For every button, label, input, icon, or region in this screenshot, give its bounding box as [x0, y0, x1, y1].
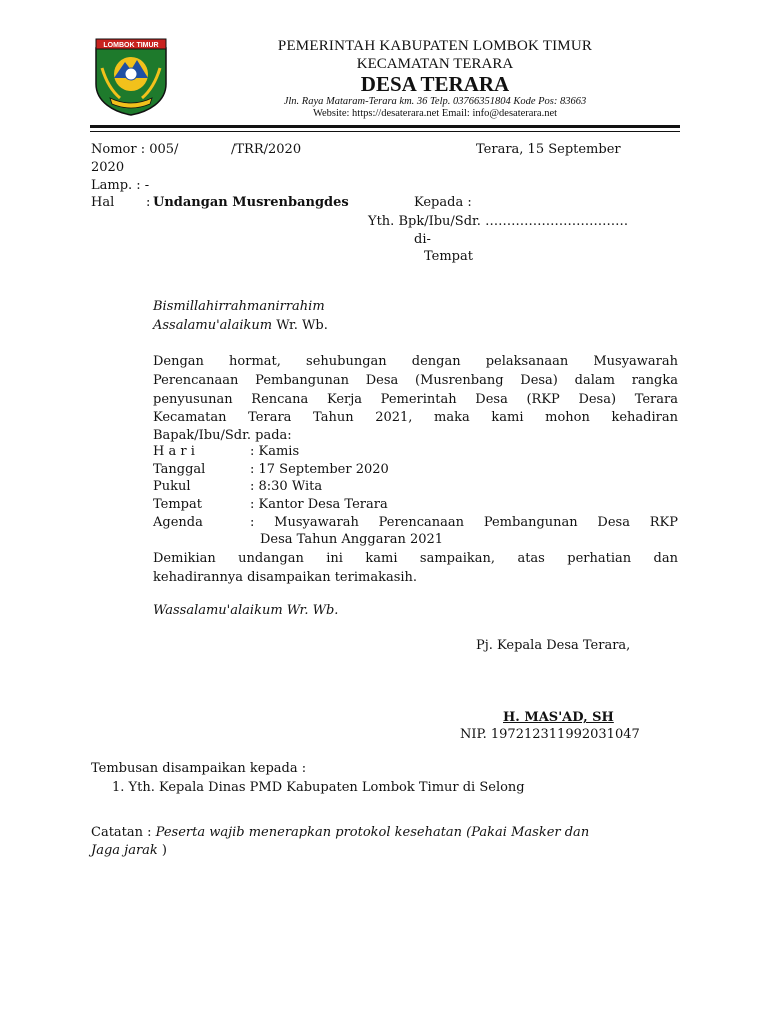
paragraph-line: Bapak/Ibu/Sdr. pada: [153, 428, 292, 443]
letterhead-village: DESA TERARA [360, 72, 510, 96]
regency-logo [92, 38, 170, 116]
signature-title: Pj. Kepala Desa Terara, [476, 638, 631, 653]
letterhead-contact: Website: https://desaterara.net Email: info@desaterara.net [312, 108, 558, 119]
recipient-kepada: Kepada : [414, 195, 472, 210]
catatan-text-rest: ) [157, 843, 168, 858]
detail-value-pukul: : 8:30 Wita [250, 479, 323, 494]
bismillah-line: Bismillahirrahmanirrahim [153, 299, 325, 314]
closing-line: Demikian undangan ini kami sampaikan, atas perhatian dan [153, 551, 678, 566]
letterhead-divider-thin [90, 131, 680, 132]
paragraph-line: Kecamatan Terara Tahun 2021, maka kami mohon kehadiran [153, 410, 678, 425]
catatan-label: Catatan : [91, 825, 156, 840]
catatan-line-2 [91, 843, 167, 858]
lamp-line: Lamp. : - [91, 178, 150, 193]
recipient-yth: Yth. Bpk/Ibu/Sdr. …………………………… [368, 214, 629, 229]
detail-value-hari: : Kamis [250, 444, 300, 459]
detail-label-tanggal: Tanggal [153, 462, 206, 477]
catatan-line-1 [91, 825, 589, 840]
nomor-year: 2020 [91, 160, 125, 175]
hal-value: Undangan Musrenbangdes [153, 195, 349, 210]
detail-label-tempat: Tempat [153, 497, 202, 512]
letterhead-government: PEMERINTAH KABUPATEN LOMBOK TIMUR [277, 38, 593, 54]
signature-name: H. MAS'AD, SH [503, 710, 614, 725]
catatan-text: Peserta wajib menerapkan protokol kesehatan (Pakai Masker dan [155, 825, 590, 840]
hal-colon: : [146, 195, 151, 210]
recipient-di: di- [414, 232, 431, 247]
detail-agenda-continued: Desa Tahun Anggaran 2021 [260, 532, 444, 547]
paragraph-line: penyusunan Rencana Kerja Pemerintah Desa (RKP Desa) Terara [153, 392, 678, 407]
paragraph-line: Dengan hormat, sehubungan dengan pelaksanaan Musyawarah [153, 354, 678, 369]
nomor-label: Nomor : 005/ [91, 142, 179, 157]
catatan-text-italic: Jaga jarak [91, 843, 158, 858]
tembusan-label: Tembusan disampaikan kepada : [91, 761, 307, 776]
signature-nip: NIP. 197212311992031047 [460, 727, 640, 742]
letterhead-divider-thick [90, 125, 680, 128]
logo-banner-text: LOMBOK TIMUR [103, 42, 159, 49]
detail-label-hari: H a r i [153, 444, 195, 459]
detail-label-pukul: Pukul [153, 479, 191, 494]
letter-date: Terara, 15 September [476, 142, 621, 157]
paragraph-line: Perencanaan Pembangunan Desa (Musrenbang Desa) dalam rangka [153, 373, 678, 388]
detail-value-tanggal: : 17 September 2020 [250, 462, 389, 477]
closing-line: kehadirannya disampaikan terimakasih. [153, 570, 418, 585]
salam-rest: Wr. Wb. [272, 318, 328, 333]
nomor-code: /TRR/2020 [231, 142, 302, 157]
tembusan-item: 1. Yth. Kepala Dinas PMD Kabupaten Lombok Timur di Selong [112, 780, 525, 795]
salam-italic: Assalamu'alaikum [153, 318, 273, 333]
detail-label-agenda: Agenda [153, 515, 203, 530]
detail-value-tempat: : Kantor Desa Terara [250, 497, 388, 512]
letterhead-district: KECAMATAN TERARA [356, 56, 514, 72]
letterhead-address: Jln. Raya Mataram-Terara km. 36 Telp. 03766351804 Kode Pos: 83663 [283, 96, 587, 107]
recipient-tempat: Tempat [424, 249, 473, 264]
detail-value-agenda: : Musyawarah Perencanaan Pembangunan Desa RKP [250, 515, 678, 530]
salam-line [153, 318, 328, 333]
hal-label: Hal [91, 195, 115, 210]
wassalam-line: Wassalamu'alaikum Wr. Wb. [153, 603, 339, 618]
